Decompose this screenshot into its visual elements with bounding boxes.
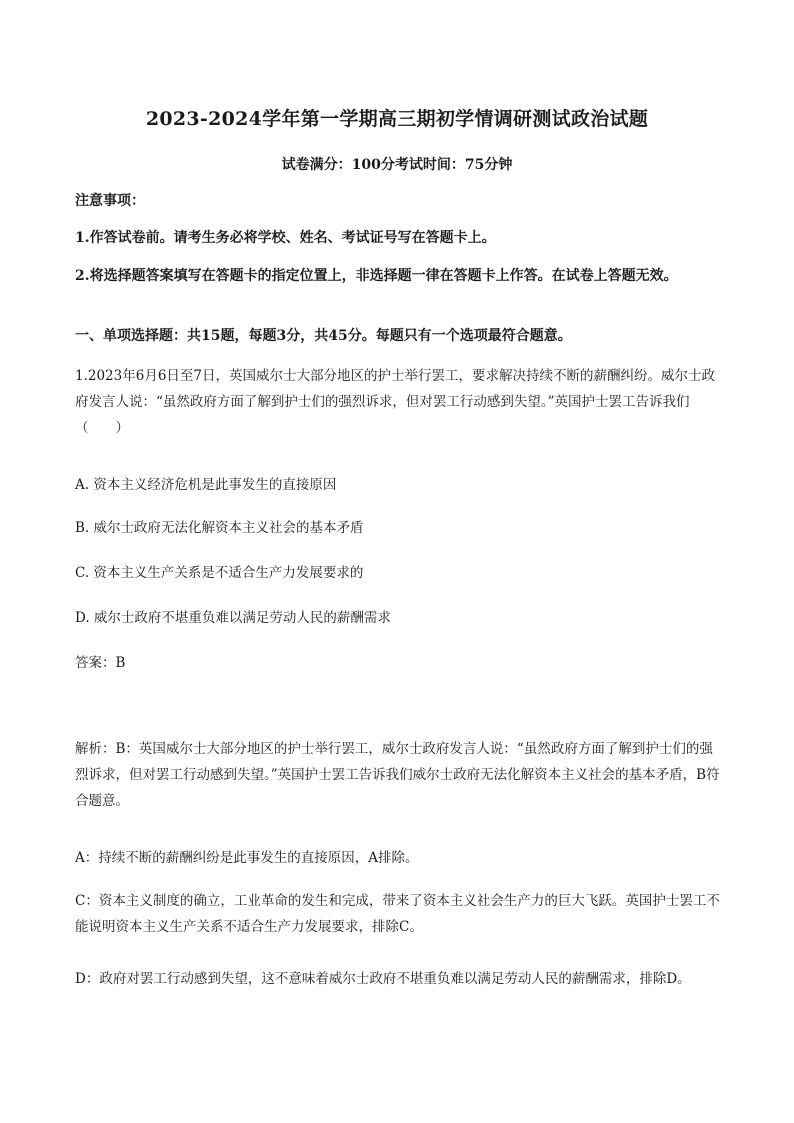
analysis-paragraph: 解析：B：英国威尔士大部分地区的护士举行罢工，威尔士政府发言人说：“虽然政府方面了解到护士们的强烈诉求，但对罢工行动感到失望。”英国护士罢工告诉我们威尔士政府无法化解资本主义社会的基本矛盾，B符合题意。	[75, 741, 720, 809]
notice-item-2: 2.将选择题答案填写在答题卡的指定位置上，非选择题一律在答题卡上作答。在试卷上答题无效。	[75, 268, 678, 284]
option-b: B. 威尔士政府无法化解资本主义社会的基本矛盾	[75, 520, 364, 536]
option-d: D. 威尔士政府不堪重负难以满足劳动人民的薪酬需求	[75, 610, 391, 626]
option-a: A. 资本主义经济危机是此事发生的直接原因	[75, 477, 337, 493]
notice-heading: 注意事项：	[75, 193, 145, 209]
page-title: 2023-2024学年第一学期高三期初学情调研测试政治试题	[145, 108, 649, 130]
answer-text: 答案：B	[75, 655, 126, 671]
exam-info: 试卷满分：100分考试时间：75分钟	[281, 157, 513, 173]
analysis-option-a: A：持续不断的薪酬纠纷是此事发生的直接原因，A排除。	[75, 850, 419, 866]
analysis-option-d: D：政府对罢工行动感到失望，这不意味着威尔士政府不堪重负难以满足劳动人民的薪酬需求，排除D。	[75, 971, 691, 987]
analysis-option-c: C：资本主义制度的确立，工业革命的发生和完成，带来了资本主义社会生产力的巨大飞跃。英国护士罢工不能说明资本主义生产关系不适合生产力发展要求，排除C。	[75, 893, 720, 935]
option-c: C. 资本主义生产关系是不适合生产力发展要求的	[75, 565, 364, 581]
section-heading: 一、单项选择题：共15题，每题3分，共45分。每题只有一个选项最符合题意。	[75, 328, 572, 344]
notice-item-1: 1.作答试卷前。请考生务必将学校、姓名、考试证号写在答题卡上。	[75, 230, 496, 246]
question-stem: 1.2023年6月6日至7日，英国威尔士大部分地区的护士举行罢工，要求解决持续不断的薪酬纠纷。威尔士政府发言人说：“虽然政府方面了解到护士们的强烈诉求，但对罢工行动感到失望。”英国护士罢工告诉我们（ ）	[75, 368, 716, 436]
